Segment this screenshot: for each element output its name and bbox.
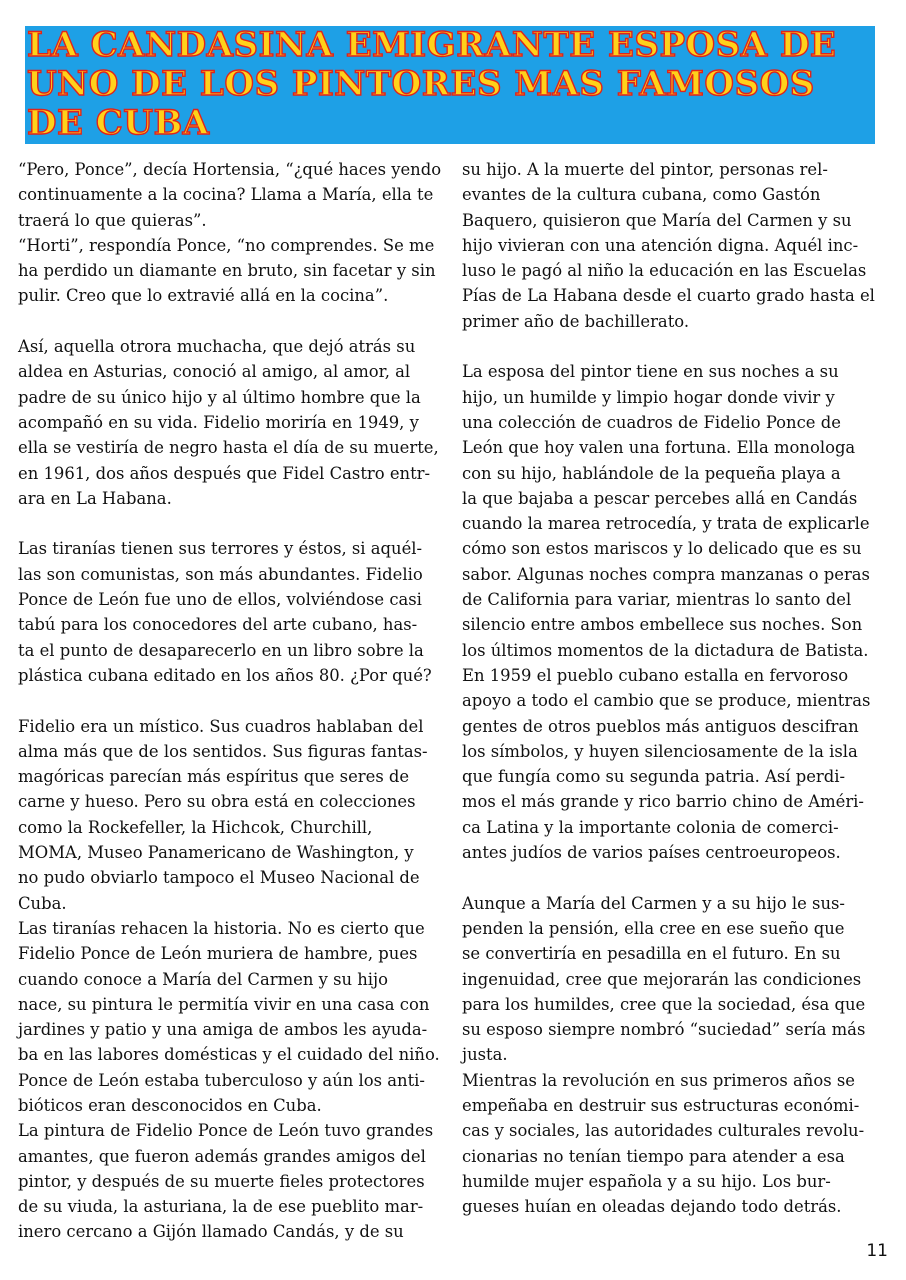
title-banner bbox=[25, 26, 875, 144]
paragraph: La pintura de Fidelio Ponce de León tuvo grandes amantes, que fueron además grandes amigos del pintor, y después de su muerte fieles protectores de su viuda, la asturiana, la de ese pueblito mar- inero cercano a Gijón llamado Candás, y de su bbox=[18, 1121, 434, 1242]
article-title: LA CANDASINA EMIGRANTE ESPOSA DE UNO DE LOS PINTORES MAS FAMOSOS DE CUBA bbox=[27, 25, 837, 143]
page-number: 11 bbox=[866, 1241, 888, 1261]
right-column bbox=[462, 157, 882, 1219]
paragraph: “Horti”, respondía Ponce, “no comprendes. Se me ha perdido un diamante en bruto, sin facetar y sin pulir. Creo que lo extravié allá en la cocina”. bbox=[18, 235, 436, 306]
paragraph: Las tiranías tienen sus terrores y éstos, si aquél- las son comunistas, son más abundantes. Fidelio Ponce de León fue uno de ellos, volviéndose casi tabú para los conocedores del arte cubano, has- ta el punto de desaparecerlo en un libro sobre la plástica cubana editado en los años 80. ¿Por qué? bbox=[18, 539, 432, 685]
paragraph: Fidelio era un místico. Sus cuadros hablaban del alma más que de los sentidos. Sus figuras fantas- magóricas parecían más espíritus que seres de carne y hueso. Pero su obra está en colecciones como la Rockefeller, la Hichcok, Churchill, MOMA, Museo Panamericano de Washington, y no pudo obviarlo tampoco el Museo Nacional de Cuba. bbox=[18, 716, 428, 913]
paragraph: Así, aquella otrora muchacha, que dejó atrás su aldea en Asturias, conoció al amigo, al amor, al padre de su único hijo y al último hombre que la acompañó en su vida. Fidelio moriría en 1949, y ella se vestiría de negro hasta el día de su muerte, en 1961, dos años después que Fidel Castro entr- ara en La Habana. bbox=[18, 337, 439, 508]
left-column bbox=[18, 157, 446, 1245]
paragraph: Las tiranías rehacen la historia. No es cierto que Fidelio Ponce de León muriera de hambre, pues cuando conoce a María del Carmen y su hijo nace, su pintura le permitía vivir en una casa con jardines y patio y una amiga de ambos les ayuda- ba en las labores domésticas y el cuidado del niño. Ponce de León estaba tuberculoso y aún los anti- bióticos eran desconocidos en Cuba. bbox=[18, 918, 440, 1115]
paragraph: “Pero, Ponce”, decía Hortensia, “¿qué haces yendo continuamente a la cocina? Llama a María, ella te traerá lo que quieras”. bbox=[18, 160, 442, 230]
paragraph: Mientras la revolución en sus primeros años se empeñaba en destruir sus estructuras económi- cas y sociales, las autoridades culturales revolu- cionarias no tenían tiempo para atender a esa humilde mujer española y a su hijo. Los bur- gueses huían en oleadas dejando todo detrás. bbox=[462, 1070, 865, 1217]
paragraph: La esposa del pintor tiene en sus noches a su hijo, un humilde y limpio hogar donde vivir y una colección de cuadros de Fidelio Ponce de León que hoy valen una fortuna. Ella monologa con su hijo, hablándole de la pequeña playa a la que bajaba a pescar percebes allá en Candás cuando la marea retrocedía, y trata de explicarle cómo son estos mariscos y lo delicado que es su sabor. Algunas noches compra manzanas o peras de California para variar, mientras lo santo del silencio entre ambos embellece sus noches. Son los últimos momentos de la dictadura de Batista. En 1959 el pueblo cubano estalla en fervoroso apoyo a todo el cambio que se produce, mientras gentes de otros pueblos más antiguos descifran los símbolos, y huyen silenciosamente de la isla que fungía como su segunda patria. Así perdi- mos el más grande y rico barrio chino de Améri- ca Latina y la importante colonia de comerci- antes judíos de varios países centroeuropeos. bbox=[462, 362, 871, 863]
paragraph: su hijo. A la muerte del pintor, personas rel- evantes de la cultura cubana, como Gastón Baquero, quisieron que María del Carmen y su hijo vivieran con una atención digna. Aquél inc- luso le pagó al niño la educación en las Escuelas Pías de La Habana desde el cuarto grado hasta el primer año de bachillerato. bbox=[462, 160, 875, 331]
paragraph: Aunque a María del Carmen y a su hijo le sus- penden la pensión, ella cree en ese sueño que se convertiría en pesadilla en el futuro. En su ingenuidad, cree que mejorarán las condiciones para los humildes, cree que la sociedad, ésa que su esposo siempre nombró “suciedad” sería más justa. bbox=[462, 893, 866, 1065]
